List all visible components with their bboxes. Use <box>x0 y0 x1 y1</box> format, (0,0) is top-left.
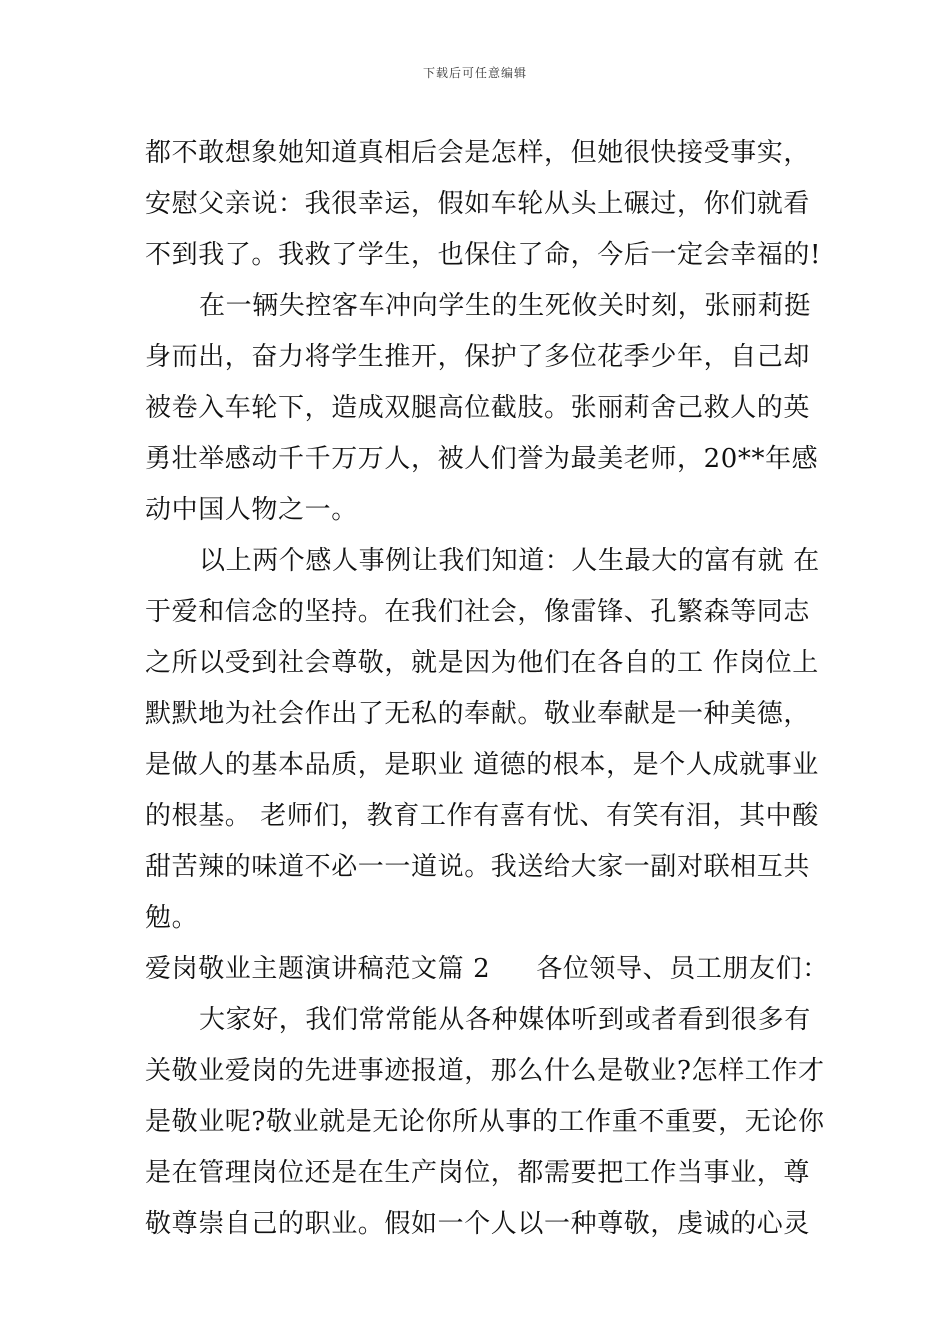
text-line: 身而出，奋力将学生推开，保护了多位花季少年，自己却 <box>145 342 811 372</box>
section-greeting: 各位领导、员工朋友们： <box>536 954 829 984</box>
text-line: 于爱和信念的坚持。在我们社会，像雷锋、孔繁森等同志 <box>145 597 811 627</box>
text-line: 被卷入车轮下，造成双腿高位截肢。张丽莉舍己救人的英 <box>145 393 811 423</box>
text-line: 不到我了。我救了学生，也保住了命，今后一定会幸福的! <box>145 240 822 270</box>
text-line: 的根基。 老师们，教育工作有喜有忧、有笑有泪，其中酸 <box>145 801 819 831</box>
section-title: 爱岗敬业主题演讲稿范文篇 2 <box>145 954 491 984</box>
text-line: 甜苦辣的味道不必一一道说。我送给大家一副对联相互共 <box>145 852 811 882</box>
section-heading-line <box>145 944 829 995</box>
text-line: 都不敢想象她知道真相后会是怎样，但她很快接受事实， <box>145 138 811 168</box>
paragraph-start-line: 在一辆失控客车冲向学生的生死攸关时刻，张丽莉挺 <box>199 291 811 321</box>
text-line: 关敬业爱岗的先进事迹报道，那么什么是敬业?怎样工作才 <box>145 1056 825 1086</box>
text-line: 之所以受到社会尊敬，就是因为他们在各自的工 作岗位上 <box>145 648 819 678</box>
paragraph-start-line: 大家好，我们常常能从各种媒体听到或者看到很多有 <box>199 1005 811 1035</box>
document-body <box>145 128 829 1250</box>
text-line: 动中国人物之一。 <box>145 495 358 525</box>
text-line: 是敬业呢?敬业就是无论你所从事的工作重不重要，无论你 <box>145 1107 825 1137</box>
text-line: 勇壮举感动千千万万人，被人们誉为最美老师，20**年感 <box>145 444 819 474</box>
text-line: 敬尊崇自己的职业。假如一个人以一种尊敬，虔诚的心灵 <box>145 1209 811 1239</box>
text-line: 勉。 <box>145 903 199 933</box>
text-line: 是做人的基本品质，是职业 道德的根本，是个人成就事业 <box>145 750 819 780</box>
text-line: 默默地为社会作出了无私的奉献。敬业奉献是一种美德， <box>145 699 811 729</box>
paragraph-start-line: 以上两个感人事例让我们知道：人生最大的富有就 在 <box>199 546 820 576</box>
text-line: 是在管理岗位还是在生产岗位，都需要把工作当事业，尊 <box>145 1158 811 1188</box>
text-line: 安慰父亲说：我很幸运，假如车轮从头上碾过，你们就看 <box>145 189 811 219</box>
page-header: 下载后可任意编辑 <box>422 66 527 80</box>
